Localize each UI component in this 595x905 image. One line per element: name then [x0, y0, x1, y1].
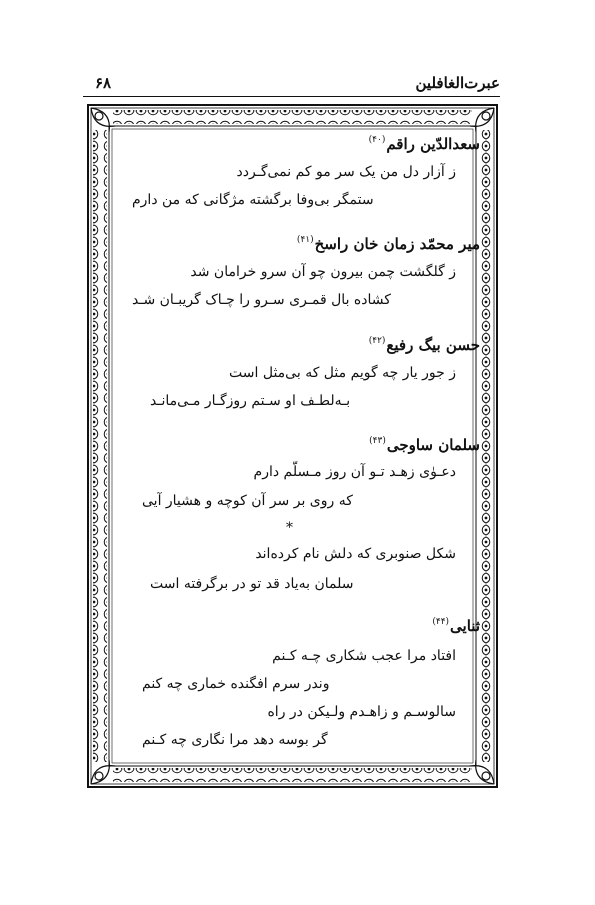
- footnote-marker: (۴۲): [368, 336, 386, 346]
- page-header: [83, 74, 500, 94]
- verse-line: وندر سرم افگنده خماری چه کنم: [142, 676, 330, 692]
- verse-line: ز جور یار چه گویم مثل که بی‌مثل است: [229, 365, 456, 381]
- verse-line: ز آزار دل من یک سر مو کم نمی‌گـردد: [236, 164, 456, 180]
- verse-line: کشاده بال قمـری سـرو را چـاک گریبـان شـد: [132, 292, 391, 308]
- poet-name: ثنایی: [450, 617, 480, 635]
- verse-line: افتاد مرا عجب شکاری چـه کـنم: [272, 648, 456, 664]
- verse-line: سلمان به‌یاد قد تو در برگرفته است: [150, 576, 354, 592]
- poet-heading: [369, 135, 480, 153]
- verse-line: گر بوسه دهد مرا نگاری چه کـنم: [142, 732, 328, 748]
- footnote-marker: (۴۱): [296, 235, 314, 245]
- running-title: عبرت‌الغافلین: [415, 74, 500, 92]
- footnote-marker: (۴۳): [369, 436, 386, 446]
- verse-line: که روی بر سر آن کوچه و هشیار آیی: [142, 493, 353, 509]
- poet-heading: [369, 336, 480, 354]
- footnote-marker: (۴۴): [432, 617, 450, 627]
- header-rule: [83, 96, 500, 97]
- poet-name: سعدالدّین راقم: [386, 135, 480, 153]
- verse-line: دعـوٰی زهـد تـو آن روز مـسلّم دارم: [253, 464, 456, 480]
- verse-line: شکل صنوبری که دلش نام کرده‌اند: [255, 546, 456, 562]
- page-number: ۶۸: [95, 74, 112, 92]
- verse-line: ز گلگشت چمن بیرون چو آن سرو خرامان شد: [190, 264, 456, 280]
- footnote-marker: (۴۰): [368, 135, 386, 145]
- verse-line: سالوسـم و زاهـدم ولـیکن در راه: [267, 704, 456, 720]
- poet-name: میر محمّد زمان خان راسخ: [314, 235, 480, 253]
- poet-name: سلمان ساوجی: [386, 436, 480, 454]
- poet-heading: [369, 436, 480, 454]
- poet-heading: [432, 617, 480, 635]
- page-content: [120, 130, 480, 770]
- poet-name: حسن بیگ رفیع: [386, 336, 480, 354]
- verse-line: ستمگر بی‌وفا برگشته مژگانی که من دارم: [132, 192, 374, 208]
- poet-heading: [297, 235, 480, 253]
- separator-star: *: [286, 520, 293, 536]
- verse-line: بـه‌لطـف او سـتم روزگـار مـی‌مانـد: [150, 393, 351, 409]
